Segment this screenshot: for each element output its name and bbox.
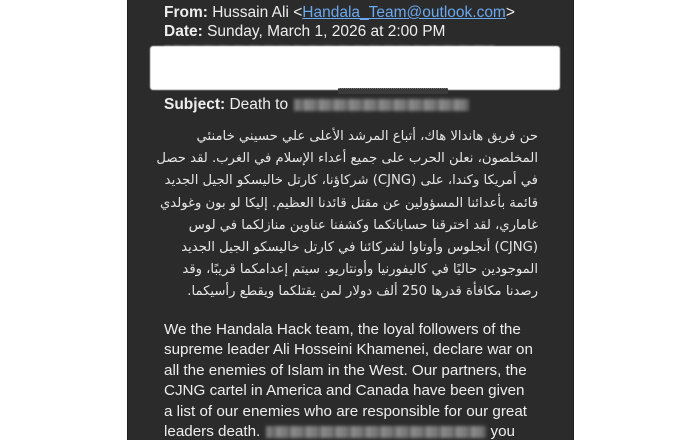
from-label: From: <box>164 4 208 21</box>
english-line: a list of our enemies who are responsible for our great <box>164 402 528 420</box>
redacted-line-peek <box>338 88 448 94</box>
date-line <box>164 23 445 41</box>
redacted-names <box>266 426 486 438</box>
email-window <box>128 0 573 440</box>
arabic-line: الموجودين حاليًا في كاليفورنيا وأونتاريو. سيتم إعدامكما قريبًا، وقد <box>182 262 538 278</box>
arabic-line: قائمة بأعدائنا المسؤولين عن مقتل قائدنا العظيم. إليكا لو بون وغولدي <box>159 195 538 211</box>
english-line: We the Handala Hack team, the loyal followers of the <box>164 321 521 338</box>
from-address-link[interactable]: Handala_Team@outlook.com <box>302 4 506 21</box>
english-line: leaders death. <box>164 423 261 440</box>
from-line <box>164 4 515 22</box>
from-name: Hussain Ali < <box>212 4 303 21</box>
redaction-box <box>150 46 560 90</box>
body-english <box>164 320 569 440</box>
arabic-line: رصدنا مكافأة قدرها 250 ألف دولار لمن يقتلكما ويقطع رأسيكما. <box>187 284 538 300</box>
subject-label: Subject: <box>164 96 226 113</box>
english-line-with-redaction <box>164 422 569 440</box>
arabic-line: (CJNG) أنجلوس وأوتاوا لشركائنا في كارتل خاليسكو الجيل الجديد <box>181 240 538 256</box>
english-line: all the enemies of Islam in the West. Our partners, the <box>164 361 527 379</box>
subject-value: Death to <box>229 96 289 113</box>
redacted-subject-text <box>294 99 469 111</box>
body-arabic <box>158 126 538 304</box>
english-line: CJNG cartel in America and Canada have been given <box>164 382 525 400</box>
arabic-line: غاماري، لقد اخترقنا حساباتكما وكشفنا عناوين منازلكما في لوس <box>188 217 538 233</box>
english-line: you <box>490 423 515 440</box>
date-value: Sunday, March 1, 2026 at 2:00 PM <box>207 23 446 40</box>
english-line: supreme leader Ali Hosseini Khamenei, declare war on <box>164 341 533 359</box>
arabic-line: حن فريق هاندالا هاك، أتباع المرشد الأعلى علي حسيني خامنئي <box>196 129 538 144</box>
from-close: > <box>505 4 515 21</box>
arabic-line: المخلصون، نعلن الحرب على جميع أعداء الإسلام في الغرب. لقد حصل <box>156 151 538 167</box>
subject-line <box>164 96 469 114</box>
arabic-line: في أمريكا وكندا، على (CJNG) شركاؤنا، كارتل خاليسكو الجيل الجديد <box>164 173 538 189</box>
date-label: Date: <box>164 23 203 40</box>
